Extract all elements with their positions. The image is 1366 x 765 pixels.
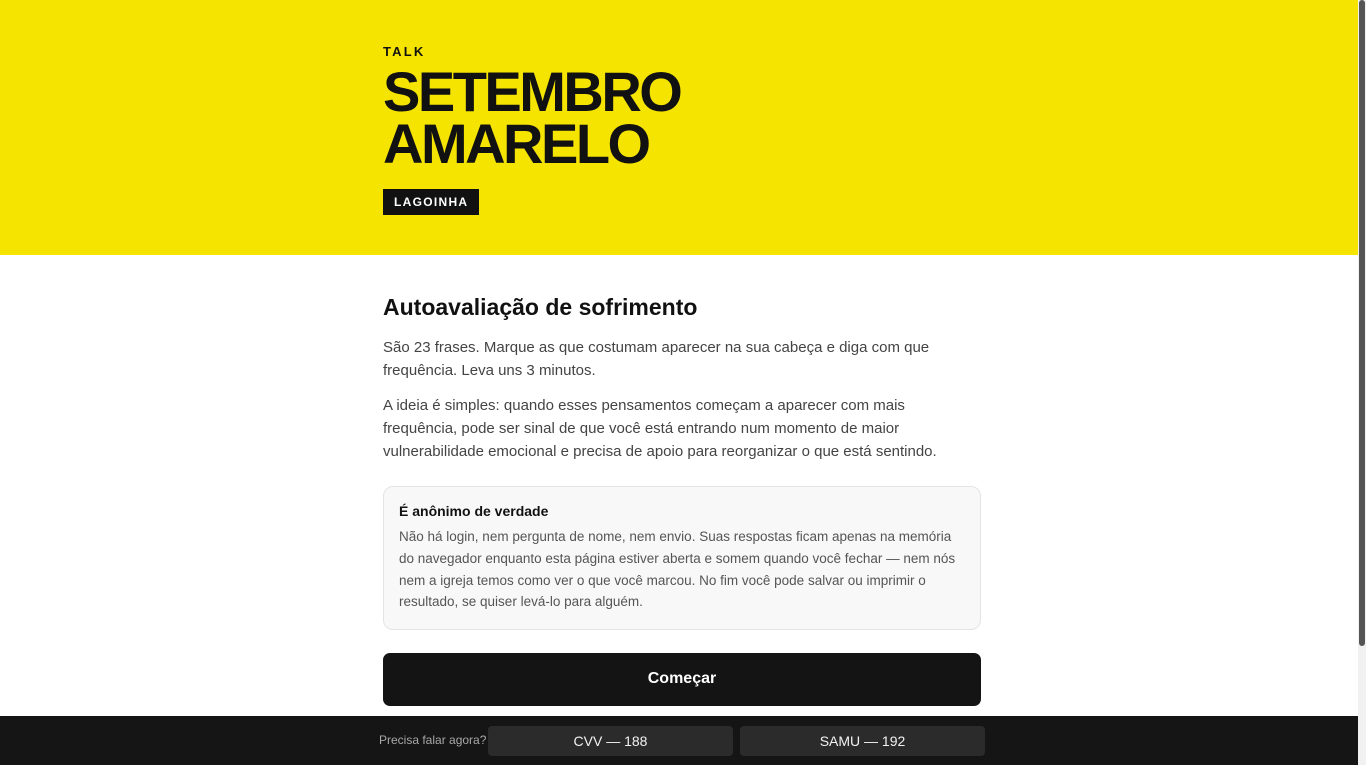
scrollbar-thumb[interactable] [1359,0,1365,646]
anonymity-card-text: Não há login, nem pergunta de nome, nem envio. Suas respostas ficam apenas na memória do navegador enquanto esta página estiver aberta e somem quando você fechar — nem nós nem a igreja temos como ver o que você marcou. No fim você pode salvar ou imprimir o resultado, se quiser levá-lo para alguém. [399,529,956,610]
hero-title-line-2: AMARELO [383,112,649,175]
help-bar [0,716,1358,765]
anonymity-card-title: É anônimo de verdade [399,503,549,520]
hero-title-line-1: SETEMBRO [383,60,681,123]
hero-content [383,44,680,215]
hero-title [383,60,681,175]
cvv-call-button[interactable]: CVV — 188 [488,726,733,756]
church-badge: LAGOINHA [383,189,479,215]
section-title: Autoavaliação de sofrimento [383,294,698,320]
intro-paragraph-1: São 23 frases. Marque as que costumam aparecer na sua cabeça e diga com que frequência. Leva uns 3 minutos. [383,339,930,380]
hero-kicker: TALK [383,44,426,59]
start-button[interactable]: Começar [383,653,981,706]
samu-call-button[interactable]: SAMU — 192 [740,726,985,756]
help-bar-label: Precisa falar agora? [379,733,487,747]
anonymity-card [383,486,981,629]
page-scrollbar[interactable] [1358,0,1366,765]
main-content [383,292,981,706]
intro-paragraph-2: A ideia é simples: quando esses pensamentos começam a aparecer com mais frequência, pode ser sinal de que você está entrando num momento de maior vulnerabilidade emocional e precisa de apoio para reorganizar o que está sentindo. [383,396,937,461]
hero-banner [0,0,1358,255]
